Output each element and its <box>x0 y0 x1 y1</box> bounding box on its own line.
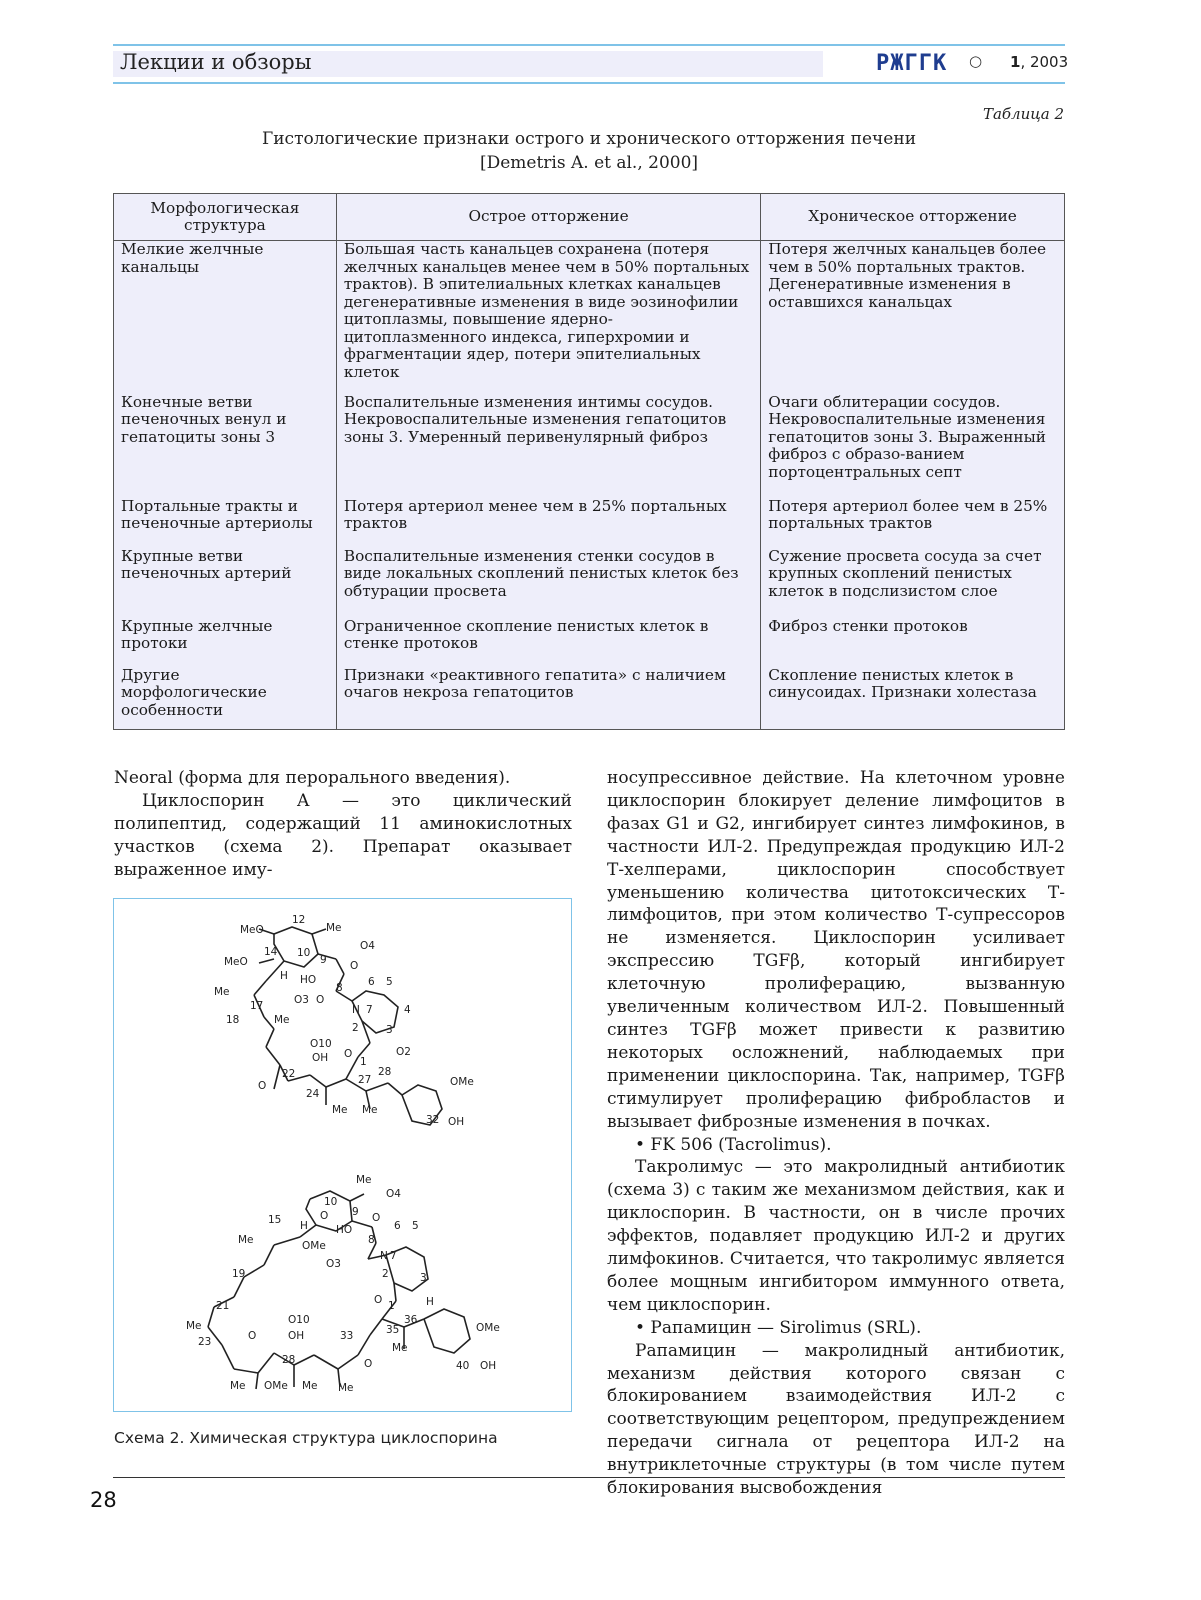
table-cell-structure: Мелкие желчные канальцы <box>114 241 337 394</box>
header-rule-top <box>113 44 1065 46</box>
atom-label: O10 <box>310 1038 332 1050</box>
atom-label: O4 <box>386 1188 401 1200</box>
atom-label: O <box>372 1212 381 1224</box>
atom-label: 28 <box>378 1066 392 1078</box>
atom-label: H <box>426 1296 434 1308</box>
atom-label: 6 <box>394 1220 401 1232</box>
atom-label: 5 <box>412 1220 419 1232</box>
atom-label: 32 <box>426 1114 440 1126</box>
scheme-caption: Схема 2. Химическая структура циклоспорина <box>114 1429 498 1447</box>
atom-label: 2 <box>382 1268 389 1280</box>
bullet-item: • FK 506 (Tacrolimus). <box>635 1134 832 1155</box>
table-cell-acute: Воспалительные изменения стенки сосудов в виде локальных скоплений пенистых клеток без обтурации просвета <box>336 548 760 618</box>
structure-labels-top <box>214 914 474 1128</box>
atom-label: HO <box>300 974 317 986</box>
atom-label: O <box>364 1358 373 1370</box>
table-row <box>114 667 1065 730</box>
header-rule-bottom <box>113 82 1065 84</box>
atom-label: OMe <box>476 1322 500 1334</box>
structure-bonds-top <box>254 927 442 1125</box>
atom-label: O <box>320 1210 329 1222</box>
atom-label: O4 <box>360 940 375 952</box>
atom-label: 27 <box>358 1074 372 1086</box>
atom-label: OH <box>448 1116 465 1128</box>
atom-label: Me <box>274 1014 290 1026</box>
atom-label: 7 <box>366 1004 373 1016</box>
table-cell-acute: Ограниченное скопление пенистых клеток в стенке протоков <box>336 618 760 667</box>
table-cell-structure: Крупные желчные протоки <box>114 618 337 667</box>
atom-label: O <box>258 1080 267 1092</box>
atom-label: O <box>248 1330 257 1342</box>
paragraph: Рапамицин — макролидный антибиотик, механизм действия которого связан с блокированием взаимодействия ИЛ-2 с соответствующим рецептором, предупреждением передачи сигнала от рецептора ИЛ-2 на внутриклеточные структуры (в том числе путем блокирования высвобождения <box>607 1340 1065 1499</box>
column-header: Острое отторжение <box>336 194 760 241</box>
table-cell-chronic: Сужение просвета сосуда за счет крупных скоплений пенистых клеток в подслизистом слое <box>761 548 1065 618</box>
table-cell-structure: Крупные ветви печеночных артерий <box>114 548 337 618</box>
atom-label: O <box>344 1048 353 1060</box>
section-title: Лекции и обзоры <box>120 50 312 74</box>
table-row <box>114 618 1065 667</box>
atom-label: MeO <box>240 924 264 936</box>
table-cell-acute: Воспалительные изменения интимы сосудов. Некровоспалительные изменения гепатоцитов зоны 3. Умеренный перивенулярный фиброз <box>336 394 760 498</box>
atom-label: Me <box>238 1234 254 1246</box>
atom-label: 18 <box>226 1014 240 1026</box>
structure-bonds-bottom <box>208 1191 470 1389</box>
table-cell-acute: Потеря артериол менее чем в 25% портальных трактов <box>336 498 760 548</box>
column-header: Морфологическая структура <box>114 194 337 241</box>
atom-label: H <box>280 970 288 982</box>
column-header: Хроническое отторжение <box>761 194 1065 241</box>
atom-label: Me <box>356 1174 372 1186</box>
atom-label: O3 <box>326 1258 341 1270</box>
atom-label: Me <box>186 1320 202 1332</box>
atom-label: 8 <box>368 1234 375 1246</box>
atom-label: 19 <box>232 1268 246 1280</box>
atom-label: OH <box>480 1360 497 1372</box>
atom-label: N <box>380 1250 388 1262</box>
right-column <box>607 767 1065 1500</box>
atom-label: Me <box>214 986 230 998</box>
atom-label: 14 <box>264 946 278 958</box>
atom-label: O <box>350 960 359 972</box>
atom-label: 2 <box>352 1022 359 1034</box>
circle-bullet-icon: ○ <box>969 52 983 70</box>
page-number: 28 <box>90 1488 117 1512</box>
atom-label: 17 <box>250 1000 264 1012</box>
bullet-item: • Рапамицин — Sirolimus (SRL). <box>635 1317 922 1338</box>
atom-label: MeO <box>224 956 248 968</box>
atom-label: N <box>352 1004 360 1016</box>
table-cell-chronic: Фиброз стенки протоков <box>761 618 1065 667</box>
table-cell-structure: Другие морфологические особенности <box>114 667 337 730</box>
atom-label: Me <box>338 1382 354 1394</box>
atom-label: 7 <box>390 1250 397 1262</box>
table-header-row <box>114 194 1065 241</box>
atom-label: O3 <box>294 994 309 1006</box>
paragraph: Neoral (форма для перорального введения). <box>114 768 511 788</box>
atom-label: Me <box>332 1104 348 1116</box>
table-title: Гистологические признаки острого и хронического отторжения печени <box>261 129 917 149</box>
left-column <box>114 767 572 882</box>
atom-label: 12 <box>292 914 306 926</box>
atom-label: 10 <box>324 1196 338 1208</box>
atom-label: 5 <box>386 976 393 988</box>
atom-label: O <box>374 1294 383 1306</box>
atom-label: 28 <box>282 1354 296 1366</box>
cyclosporin-structure-diagram <box>114 899 570 1410</box>
table-cell-chronic: Потеря желчных канальцев более чем в 50% портальных трактов. Дегенеративные изменения в оставшихся канальцах <box>761 241 1065 394</box>
table-cell-acute: Признаки «реактивного гепатита» с наличием очагов некроза гепатоцитов <box>336 667 760 730</box>
footer-rule <box>113 1477 1065 1478</box>
atom-label: O2 <box>396 1046 411 1058</box>
atom-label: 24 <box>306 1088 320 1100</box>
atom-label: 35 <box>386 1324 400 1336</box>
issue-info <box>1010 53 1068 71</box>
atom-label: 36 <box>404 1314 418 1326</box>
atom-label: 9 <box>320 954 327 966</box>
atom-label: Me <box>326 922 342 934</box>
atom-label: H <box>300 1220 308 1232</box>
atom-label: 1 <box>388 1300 395 1312</box>
table-row <box>114 498 1065 548</box>
table-row <box>114 394 1065 498</box>
atom-label: OH <box>288 1330 305 1342</box>
atom-label: 21 <box>216 1300 230 1312</box>
atom-label: Me <box>230 1380 246 1392</box>
atom-label: OMe <box>450 1076 474 1088</box>
issue-year: , 2003 <box>1020 53 1069 71</box>
issue-number: 1 <box>1010 53 1021 71</box>
atom-label: 9 <box>352 1206 359 1218</box>
atom-label: 1 <box>360 1056 367 1068</box>
paragraph: Такролимус — это макролидный антибиотик (схема 3) с таким же механизмом действия, как и циклоспорин. В частности, он в числе прочих эффектов, подавляет продукцию ИЛ-2 и других лимфокинов. Считается, что такролимус является более мощным ингибитором иммунного ответа, чем циклоспорин. <box>607 1157 1065 1315</box>
paragraph: Циклоспорин А — это циклический полипептид, содержащий 11 аминокислотных участков (схема 2). Препарат оказывает выраженное иму- <box>114 790 572 880</box>
atom-label: Me <box>392 1342 408 1354</box>
atom-label: HO <box>336 1224 353 1236</box>
table-cell-chronic: Потеря артериол более чем в 25% портальных трактов <box>761 498 1065 548</box>
table-row <box>114 241 1065 394</box>
atom-label: OMe <box>302 1240 326 1252</box>
structure-labels-bottom <box>186 1174 500 1394</box>
paragraph: носупрессивное действие. На клеточном уровне циклоспорин блокирует деление лимфоцитов в фазах G1 и G2, ингибирует синтез лимфокинов, в частности ИЛ-2. Предупреждая продукцию ИЛ-2 Т-хелперами, циклоспорин способствует уменьшению количества цитотоксических Т-лимфоцитов, при этом количество Т-супрессоров не изменяется. Циклоспорин усиливает экспрессию TGFβ, который ингибирует клеточную пролиферацию, вызванную увеличенным количеством ИЛ-2. Повышенный синтез TGFβ может привести к развитию некоторых осложнений, наблюдаемых при применении циклоспорина. Так, например, TGFβ стимулирует пролиферацию фибробластов и вызывает фиброзные изменения в почках. <box>607 768 1065 1132</box>
table-cell-structure: Портальные тракты и печеночные артериолы <box>114 498 337 548</box>
table-cell-structure: Конечные ветви печеночных венул и гепатоциты зоны 3 <box>114 394 337 498</box>
histology-table <box>113 193 1065 730</box>
atom-label: O10 <box>288 1314 310 1326</box>
atom-label: OMe <box>264 1380 288 1392</box>
table-label: Таблица 2 <box>982 105 1064 123</box>
atom-label: 15 <box>268 1214 282 1226</box>
journal-logo: РЖГГК <box>876 51 948 76</box>
atom-label: 8 <box>336 982 343 994</box>
table-row <box>114 548 1065 618</box>
atom-label: OH <box>312 1052 329 1064</box>
atom-label: Me <box>302 1380 318 1392</box>
atom-label: 23 <box>198 1336 212 1348</box>
atom-label: 22 <box>282 1068 296 1080</box>
atom-label: 10 <box>297 947 311 959</box>
atom-label: 33 <box>340 1330 354 1342</box>
atom-label: Me <box>362 1104 378 1116</box>
atom-label: 3 <box>386 1024 393 1036</box>
atom-label: 3 <box>420 1272 427 1284</box>
atom-label: 40 <box>456 1360 470 1372</box>
atom-label: 6 <box>368 976 375 988</box>
table-cell-acute: Большая часть канальцев сохранена (потеря желчных канальцев менее чем в 50% портальных трактов). В эпителиальных клетках канальцев дегенеративные изменения в виде эозинофилии цитоплазмы, повышение ядерно-цитоплазменного индекса, гиперхромии и фрагментации ядер, потери эпителиальных клеток <box>336 241 760 394</box>
scheme-figure <box>113 898 572 1412</box>
table-cell-chronic: Скопление пенистых клеток в синусоидах. Признаки холестаза <box>761 667 1065 730</box>
atom-label: 4 <box>404 1004 411 1016</box>
table-source: [Demetris A. et al., 2000] <box>479 153 699 173</box>
table-cell-chronic: Очаги облитерации сосудов. Некровоспалительные изменения гепатоцитов зоны 3. Выраженный фиброз с образо-ванием портоцентральных септ <box>761 394 1065 498</box>
atom-label: O <box>316 994 325 1006</box>
